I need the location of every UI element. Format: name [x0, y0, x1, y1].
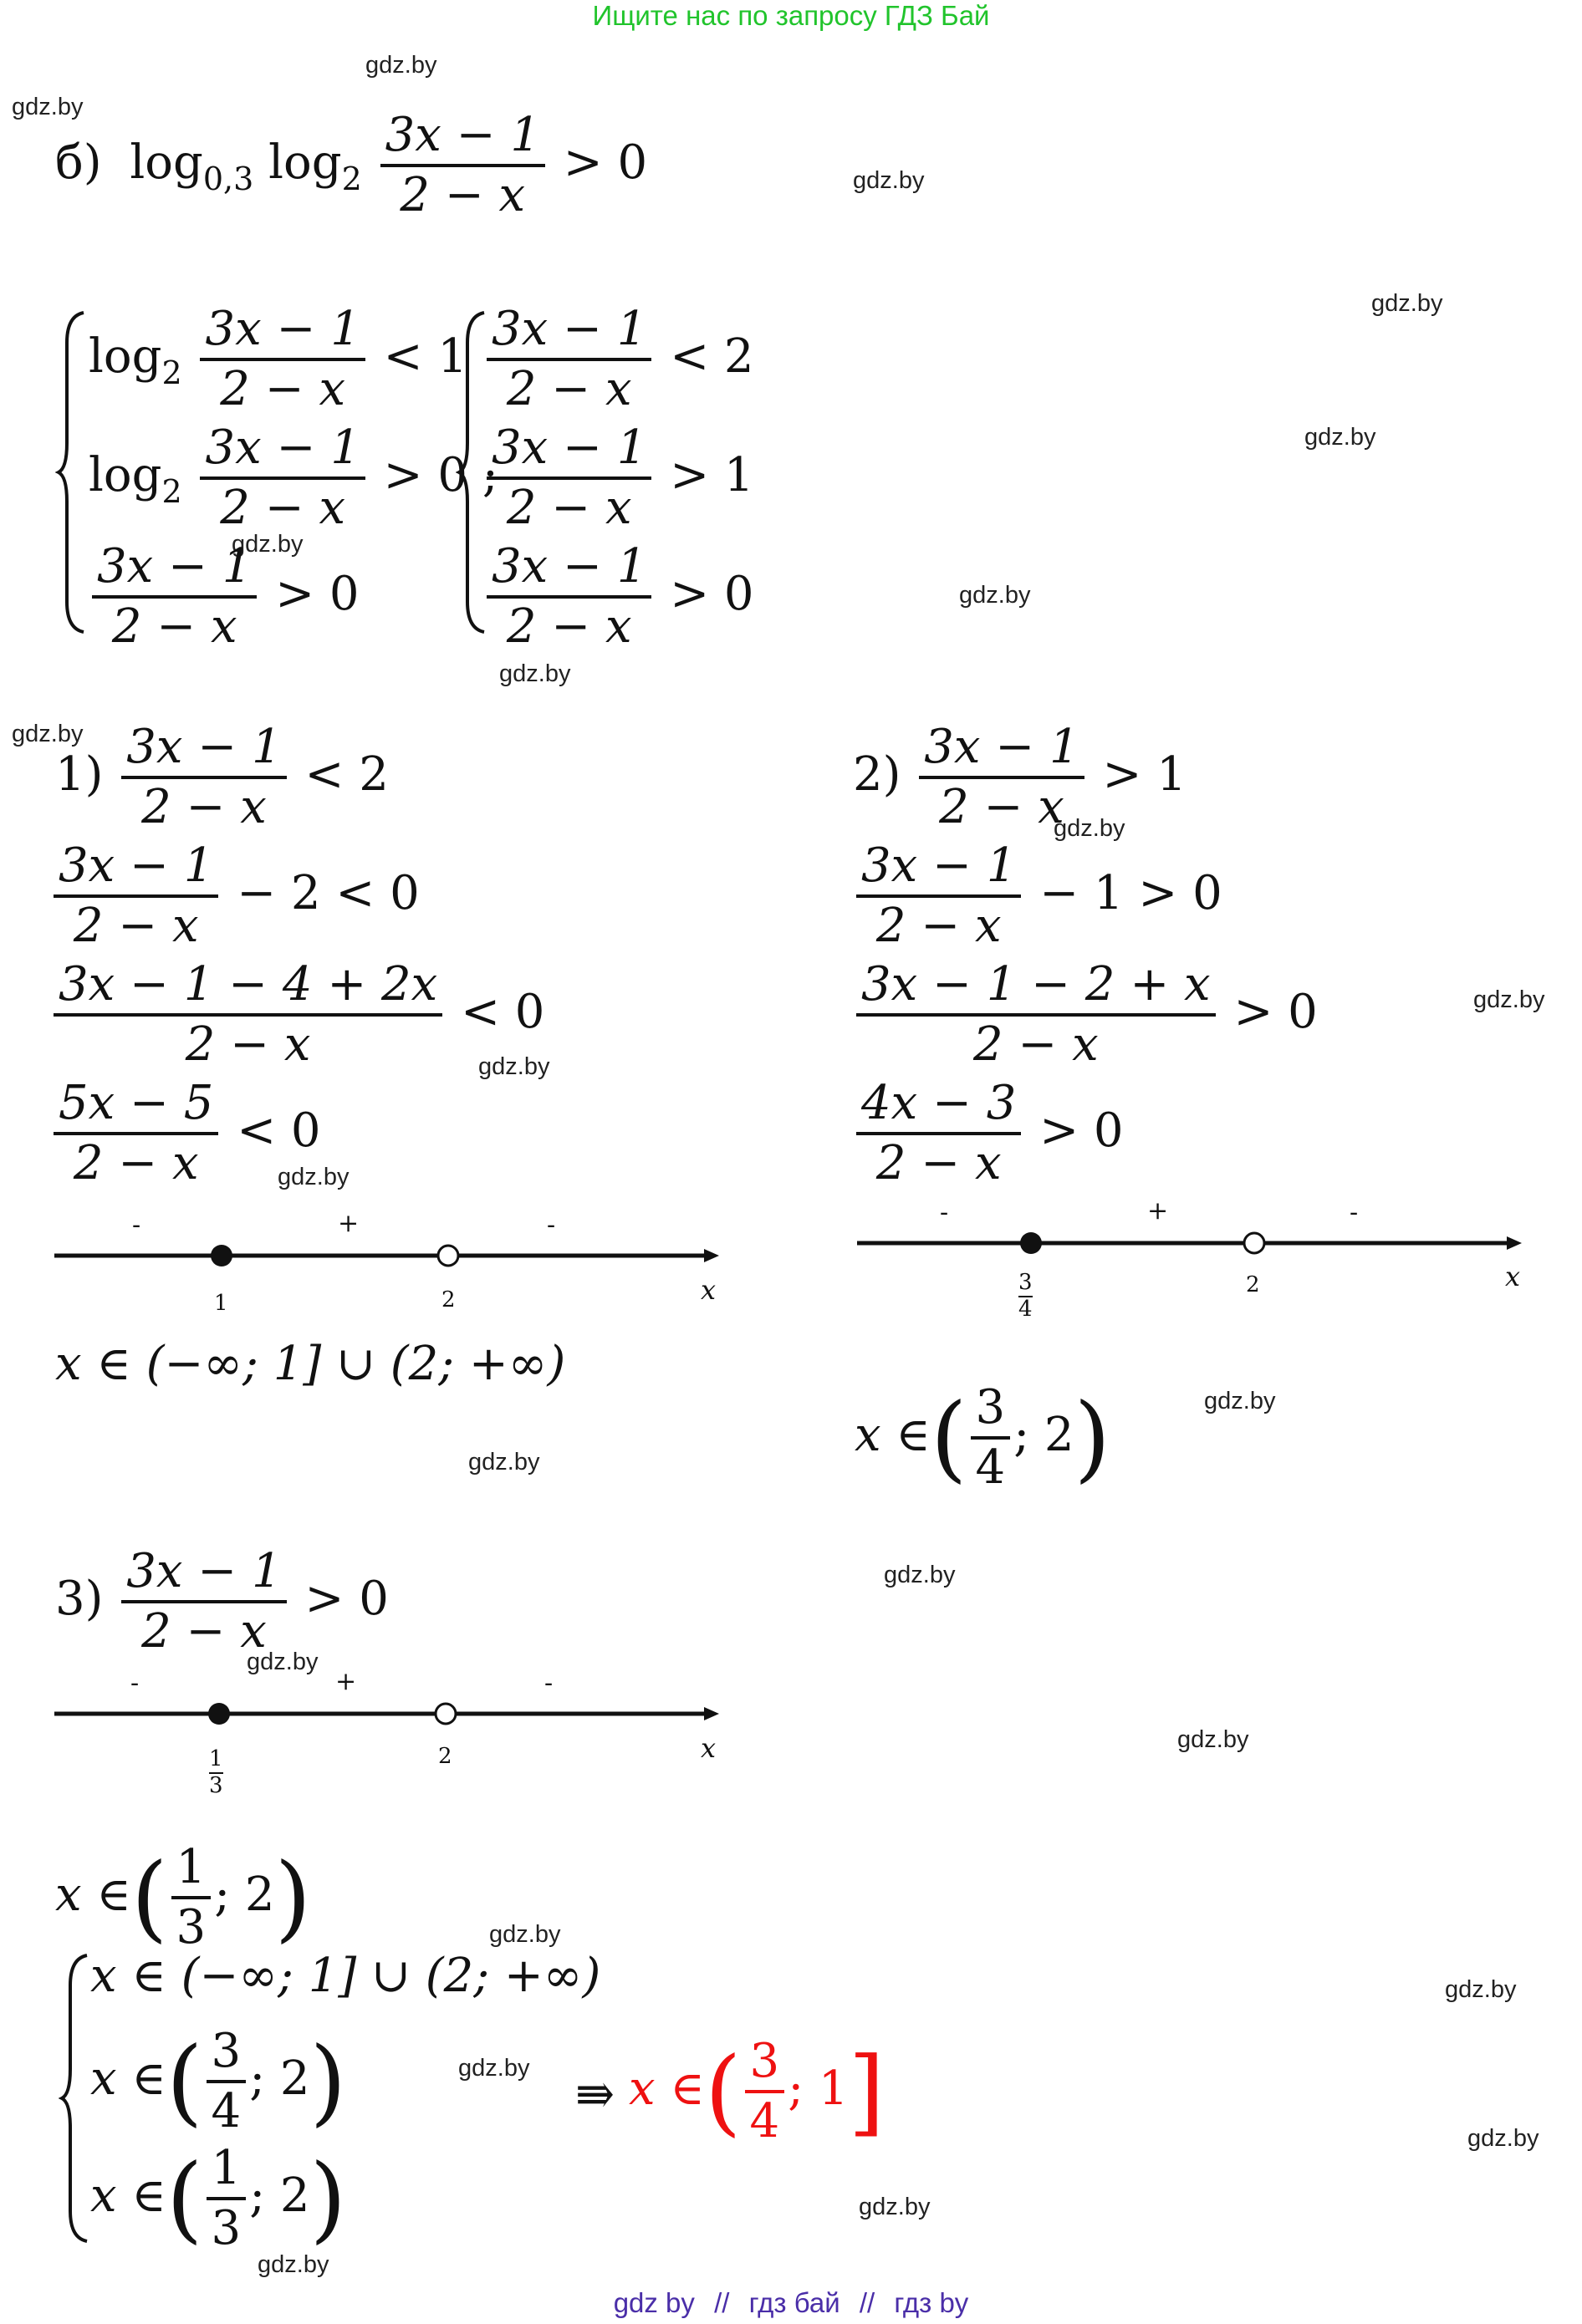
footer-link[interactable]: gdz by	[613, 2287, 695, 2318]
footer-links: gdz by // гдз бай // гдз by	[613, 2287, 969, 2318]
sign-label: -	[130, 1669, 140, 1698]
watermark: gdz.by	[468, 1449, 540, 1475]
watermark: gdz.by	[247, 1649, 319, 1675]
open-point-icon	[438, 1246, 458, 1266]
number-line	[50, 1662, 727, 1729]
sign-label: -	[1350, 1198, 1359, 1227]
tick-label: 2	[438, 1744, 452, 1769]
final-result: x ∈( $\frac{3}{4}$ ; 1]	[629, 2034, 885, 2149]
sign-label: -	[132, 1210, 141, 1240]
sign-label: -	[547, 1210, 556, 1240]
tick-label-fraction: 3 4	[1018, 1270, 1033, 1322]
brace-icon	[55, 309, 89, 635]
sign-label: -	[940, 1198, 949, 1227]
footer-link[interactable]: гдз бай	[748, 2287, 840, 2318]
part1-step: $\frac{3x - 1 - 4 + 2x}{2 - x}$ < 0	[50, 956, 544, 1074]
axis-label: x	[701, 1274, 717, 1306]
problem-label: б)	[55, 135, 102, 190]
final-row: x ∈( $\frac{1}{3}$ ; 2)	[90, 2141, 347, 2256]
tick-label: 2	[441, 1287, 456, 1312]
sign-label: +	[335, 1667, 357, 1696]
watermark: gdz.by	[1304, 424, 1376, 451]
watermark: gdz.by	[1204, 1388, 1276, 1414]
system2-row: $\frac{3x - 1}{2 - x}$ > 0	[483, 538, 754, 656]
tick-label-fraction: 1 3	[209, 1746, 223, 1798]
system1-row: $\log_2$ $\frac{3x - 1}{2 - x}$ > 0 ;	[89, 420, 498, 536]
watermark: gdz.by	[258, 2251, 329, 2278]
footer-link[interactable]: гдз by	[894, 2287, 969, 2318]
closed-point-icon	[208, 1703, 230, 1725]
watermark: gdz.by	[1177, 1726, 1249, 1753]
implies-icon: ⇛	[575, 2067, 615, 2122]
system1-row: $\log_2$ $\frac{3x - 1}{2 - x}$ < 1	[89, 302, 468, 417]
watermark: gdz.by	[1467, 2125, 1539, 2152]
sign-label: +	[338, 1209, 360, 1238]
number-line	[50, 1204, 727, 1271]
closed-point-icon	[1020, 1232, 1042, 1254]
watermark: gdz.by	[1371, 290, 1443, 317]
watermark: gdz.by	[859, 2194, 931, 2220]
part3-step: 3) $\frac{3x - 1}{2 - x}$ > 0	[55, 1544, 389, 1659]
watermark: gdz.by	[12, 721, 84, 747]
watermark: gdz.by	[959, 582, 1031, 609]
part2-answer: x ∈( $\frac{3}{4}$ ; 2)	[855, 1380, 1111, 1496]
axis-label: x	[1505, 1261, 1521, 1292]
promo-banner[interactable]: Ищите нас по запросу ГДЗ Бай	[592, 0, 990, 31]
part1-step: 1) $\frac{3x - 1}{2 - x}$ < 2	[55, 720, 389, 835]
part1-step: $\frac{3x - 1}{2 - x}$ − 2 < 0	[50, 838, 420, 956]
fraction: $\frac{3x - 1}{2 - x}$	[380, 107, 545, 225]
part3-answer: x ∈( $\frac{1}{3}$ ; 2)	[55, 1840, 312, 1955]
sign-label: +	[1147, 1196, 1169, 1226]
final-row: x ∈ (−∞; 1] ∪ (2; +∞)	[90, 1949, 601, 2003]
part2-step: $\frac{4x - 3}{2 - x}$ > 0	[853, 1075, 1124, 1193]
tick-label: 2	[1246, 1272, 1260, 1297]
watermark: gdz.by	[884, 1562, 956, 1588]
problem-statement: б) $\log_{0,3} \log_2$ $\frac{3x - 1}{2 - x}$ > 0	[55, 107, 647, 225]
part2-step: $\frac{3x - 1 - 2 + x}{2 - x}$ > 0	[853, 956, 1318, 1074]
watermark: gdz.by	[853, 167, 925, 194]
watermark: gdz.by	[478, 1053, 550, 1080]
watermark: gdz.by	[1473, 986, 1545, 1013]
watermark: gdz.by	[12, 94, 84, 120]
watermark: gdz.by	[458, 2055, 530, 2082]
final-row: x ∈( $\frac{3}{4}$ ; 2)	[90, 2024, 347, 2139]
watermark: gdz.by	[1445, 1976, 1517, 2003]
system2-row: $\frac{3x - 1}{2 - x}$ > 1	[483, 420, 754, 538]
watermark: gdz.by	[365, 52, 437, 79]
watermark: gdz.by	[232, 531, 304, 558]
open-point-icon	[436, 1704, 456, 1724]
system1-row: $\frac{3x - 1}{2 - x}$ > 0	[89, 538, 360, 656]
tick-label: 1	[214, 1291, 228, 1316]
number-line	[853, 1191, 1530, 1258]
watermark: gdz.by	[489, 1921, 561, 1948]
watermark: gdz.by	[278, 1164, 350, 1190]
closed-point-icon	[211, 1245, 232, 1266]
part1-answer: x ∈ (−∞; 1] ∪ (2; +∞)	[55, 1337, 566, 1391]
watermark: gdz.by	[499, 660, 571, 687]
open-point-icon	[1244, 1233, 1264, 1253]
axis-label: x	[701, 1732, 717, 1764]
part2-step: $\frac{3x - 1}{2 - x}$ − 1 > 0	[853, 838, 1222, 956]
part1-step: $\frac{5x - 5}{2 - x}$ < 0	[50, 1075, 321, 1193]
watermark: gdz.by	[1054, 815, 1125, 842]
part2-step: 2) $\frac{3x - 1}{2 - x}$ > 1	[853, 720, 1186, 835]
brace-icon	[59, 1952, 92, 2245]
sign-label: -	[544, 1669, 554, 1698]
system2-row: $\frac{3x - 1}{2 - x}$ < 2	[483, 301, 754, 419]
